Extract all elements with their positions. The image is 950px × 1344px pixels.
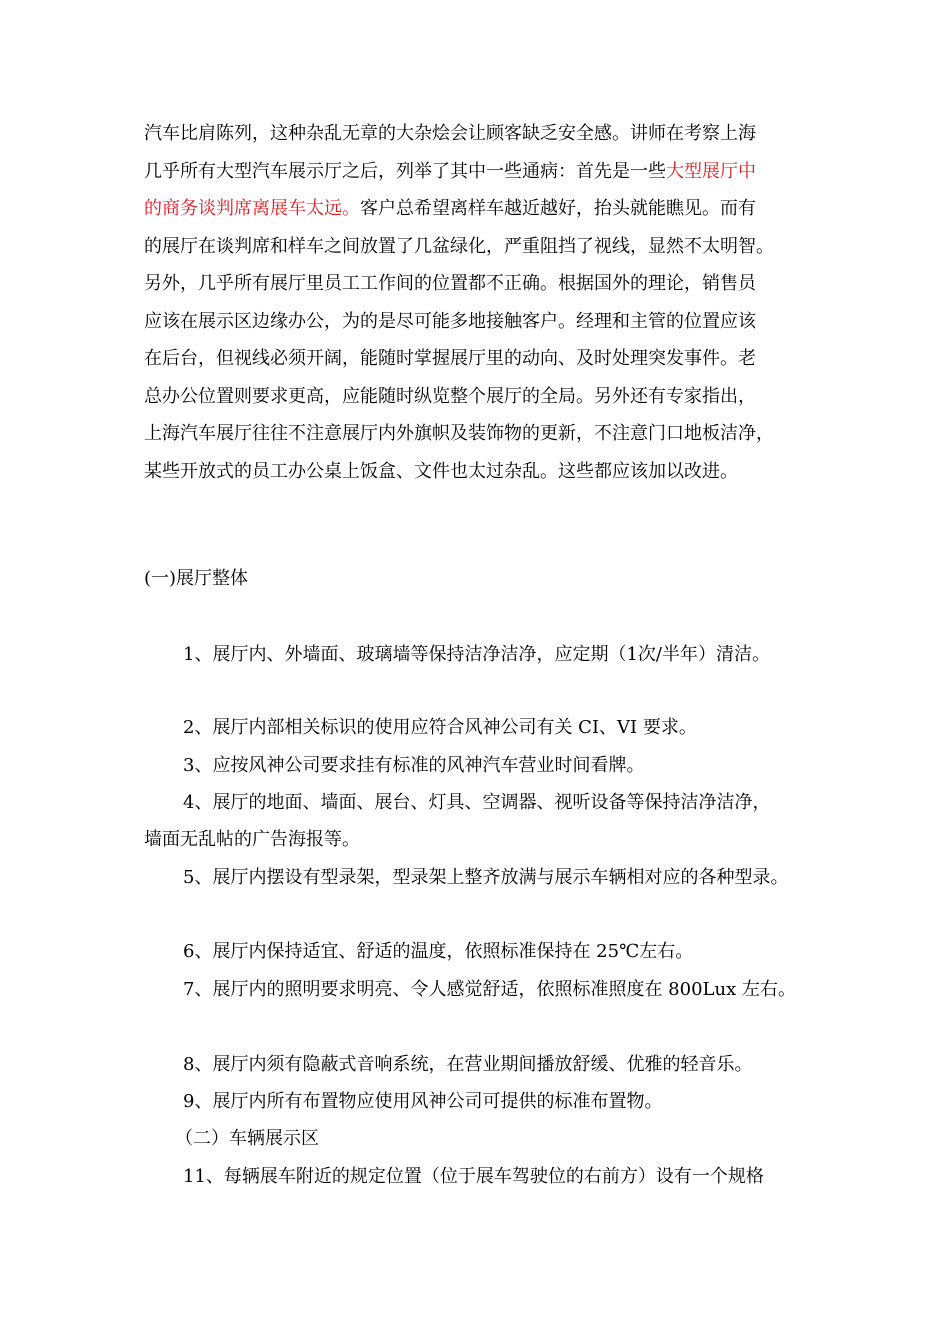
list-item-6: 6、展厅内保持适宜、舒适的温度，依照标准保持在 25℃左右。 (183, 941, 694, 962)
list-item-4-continued: 墙面无乱帖的广告海报等。 (144, 829, 360, 850)
list-item-2: 2、展厅内部相关标识的使用应符合风神公司有关 CI、VI 要求。 (183, 717, 697, 738)
list-item-11: 11、每辆展车附近的规定位置（位于展车驾驶位的右前方）设有一个规格 (183, 1166, 764, 1187)
paragraph-line-3-text: 客户总希望离样车越近越好，抬头就能瞧见。而有 (360, 198, 756, 219)
highlighted-text-continued: 的商务谈判席离展车太远。 (144, 198, 360, 219)
list-item-9: 9、展厅内所有布置物应使用风神公司可提供的标准布置物。 (183, 1091, 663, 1112)
paragraph-line-2-text: 几乎所有大型汽车展示厅之后，列举了其中一些通病：首先是一些 (144, 161, 666, 182)
list-item-7: 7、展厅内的照明要求明亮、令人感觉舒适，依照标准照度在 800Lux 左右。 (183, 979, 796, 1000)
section-heading-1: (一)展厅整体 (144, 568, 249, 589)
paragraph-line-8: 总办公位置则要求更高，应能随时纵览整个展厅的全局。另外还有专家指出， (144, 386, 756, 407)
highlighted-text: 大型展厅中 (666, 161, 756, 182)
paragraph-line-5: 另外，几乎所有展厅里员工工作间的位置都不正确。根据国外的理论，销售员 (144, 273, 756, 294)
paragraph-line-10: 某些开放式的员工办公桌上饭盒、文件也太过杂乱。这些都应该加以改进。 (144, 461, 738, 482)
list-item-8: 8、展厅内须有隐蔽式音响系统，在营业期间播放舒缓、优雅的轻音乐。 (183, 1054, 753, 1075)
paragraph-line-4: 的展厅在谈判席和样车之间放置了几盆绿化，严重阻挡了视线，显然不太明智。 (144, 236, 774, 257)
paragraph-line-9: 上海汽车展厅往往不注意展厅内外旗帜及装饰物的更新，不注意门口地板洁净， (144, 423, 774, 444)
section-heading-2: （二）车辆展示区 (175, 1128, 319, 1149)
paragraph-line-6: 应该在展示区边缘办公，为的是尽可能多地接触客户。经理和主管的位置应该 (144, 311, 756, 332)
paragraph-line-2 (144, 158, 834, 186)
paragraph-line-3 (144, 195, 834, 223)
paragraph-line-1: 汽车比肩陈列，这种杂乱无章的大杂烩会让顾客缺乏安全感。讲师在考察上海 (144, 123, 756, 144)
list-item-3: 3、应按风神公司要求挂有标准的风神汽车营业时间看牌。 (183, 755, 645, 776)
list-item-4: 4、展厅的地面、墙面、展台、灯具、空调器、视听设备等保持洁净洁净， (183, 792, 771, 813)
list-item-1: 1、展厅内、外墙面、玻璃墙等保持洁净洁净，应定期（1次/半年）清洁。 (183, 644, 770, 665)
list-item-5: 5、展厅内摆设有型录架，型录架上整齐放满与展示车辆相对应的各种型录。 (183, 867, 789, 888)
paragraph-line-7: 在后台，但视线必须开阔，能随时掌握展厅里的动向、及时处理突发事件。老 (144, 348, 756, 369)
